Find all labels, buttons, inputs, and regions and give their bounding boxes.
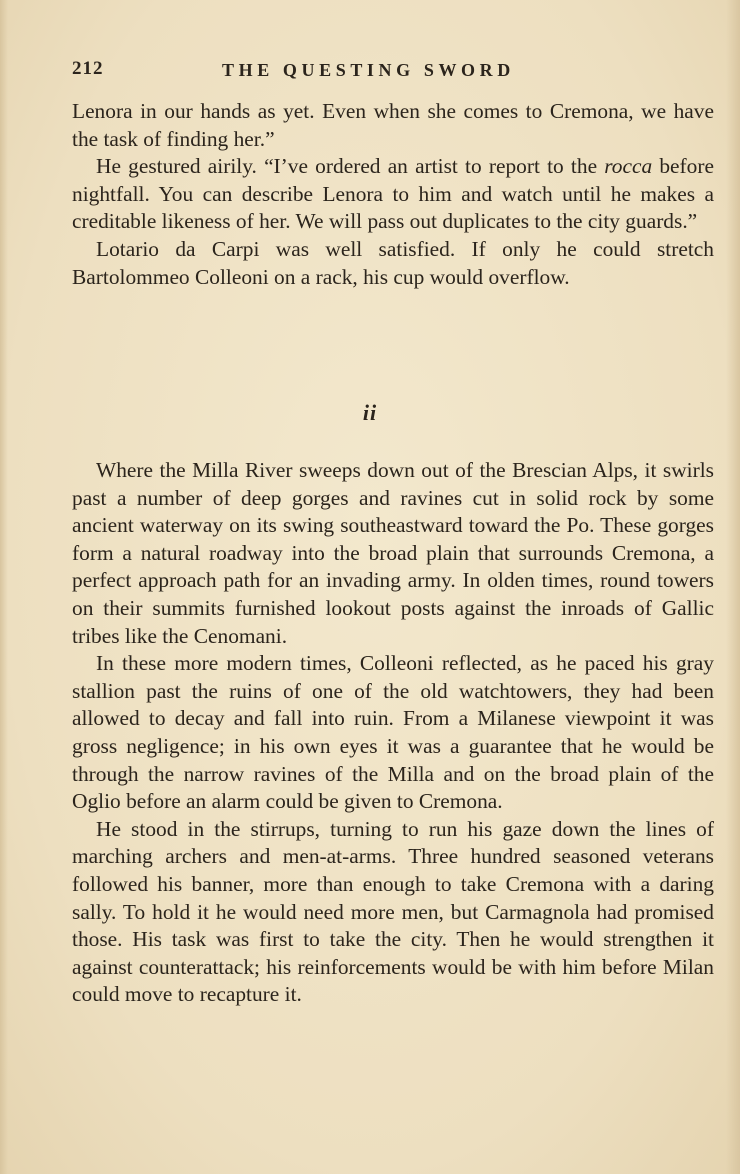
page-edge-right xyxy=(726,0,740,1174)
text-block-top xyxy=(72,98,714,291)
paragraph-lotario: Lotario da Carpi was well satisfied. If only he could stretch Bartolommeo Colleoni on a rack, his cup would overflow. xyxy=(72,236,714,289)
paragraph-colleoni-reflected: In these more modern times, Colleoni reflected, as he paced his gray stallion past the ruins of one of the old watchtowers, they had been allowed to decay and fall into ruin. From a Milanese viewpoint it was gross negligence; in his own eyes it was a guarantee that he would be through the narrow ravines of the Milla and on the broad plain of the Oglio before an alarm could be given to Cremona. xyxy=(72,651,714,814)
running-header xyxy=(72,58,714,86)
paragraph-milla-river: Where the Milla River sweeps down out of the Brescian Alps, it swirls past a number of deep gorges and ravines cut in solid rock by some ancient waterway on its swing southeastward toward the Po. These gorges form a natural roadway into the broad plain that surrounds Cremona, a perfect approach path for an invading army. In olden times, round towers on their summits furnished lookout posts against the inroads of Gallic tribes like the Cenomani. xyxy=(72,458,714,648)
paragraph-continuation: Lenora in our hands as yet. Even when she comes to Cremona, we have the task of finding her.” xyxy=(72,99,714,151)
paragraph-artist xyxy=(72,153,714,236)
paragraph-artist-end: before nightfall. You can describe Lenora to him and watch until he makes a creditable likeness of her. We will pass out duplicates to the city guards.” xyxy=(72,154,714,234)
text-block-bottom xyxy=(72,457,714,1009)
page-number: 212 xyxy=(72,58,104,79)
paragraph-artist-start: He gestured airily. “I’ve ordered an artist to report to the xyxy=(96,154,605,179)
running-title: THE QUESTING SWORD xyxy=(222,60,515,80)
section-number: ii xyxy=(362,400,378,425)
paragraph-stirrups: He stood in the stirrups, turning to run his gaze down the lines of marching archers and men-at-arms. Three hundred seasoned veterans followed his banner, more than enough to take Cremona with a daring sally. To hold it he would need more men, but Carmagnola had promised those. His task was first to take the city. Then he would strengthen it against counterattack; his reinforcements would be with him before Milan could move to recapture it. xyxy=(72,816,714,1007)
italic-word-rocca: rocca xyxy=(604,154,653,179)
page-edge-left xyxy=(0,0,8,1174)
